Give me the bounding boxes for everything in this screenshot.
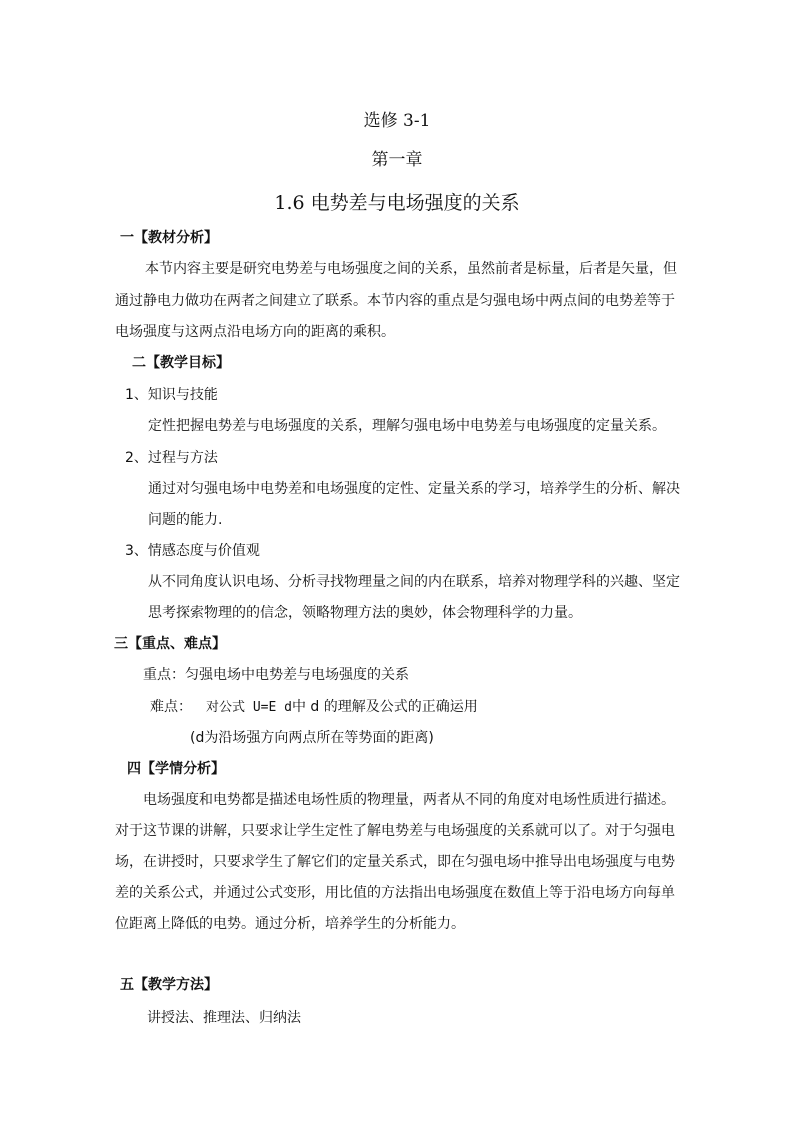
goal-label-process: 2、过程与方法: [125, 450, 218, 466]
learner-line-5: 位距离上降低的电势。通过分析，培养学生的分析能力。: [115, 916, 465, 932]
section-heading-goals: 二【教学目标】: [132, 355, 230, 371]
goal-text-attitude-1: 从不同角度认识电场、分析寻找物理量之间的内在联系，培养对物理学科的兴趣、坚定: [148, 574, 680, 590]
learner-line-4: 差的关系公式，并通过公式变形，用比值的方法指出电场强度在数值上等于沿电场方向每单: [115, 885, 675, 901]
section-heading-learner-analysis: 四【学情分析】: [127, 761, 225, 777]
difficulty-label: 难点：: [150, 699, 192, 715]
key-point-text: 重点：匀强电场中电势差与电场强度的关系: [143, 667, 409, 683]
course-label: 选修 3-1: [363, 111, 431, 131]
difficulty-formula: 对公式 U=E d: [206, 700, 292, 715]
section-heading-methods: 五【教学方法】: [120, 977, 218, 993]
difficulty-line: [150, 698, 478, 717]
analysis-line-3: 电场强度与这两点沿电场方向的距离的乘积。: [115, 324, 395, 340]
methods-text: 讲授法、推理法、归纳法: [147, 1010, 301, 1026]
chapter-label: 第一章: [371, 150, 423, 170]
lesson-title: 1.6 电势差与电场强度的关系: [274, 192, 520, 214]
learner-line-3: 场，在讲授时，只要求学生了解它们的定量关系式，即在匀强电场中推导出电场强度与电势: [115, 854, 675, 870]
goal-text-process-2: 问题的能力.: [148, 512, 223, 528]
goal-text-attitude-2: 思考探索物理的的信念，领略物理方法的奥妙，体会物理科学的力量。: [148, 605, 582, 621]
goal-label-knowledge: 1、知识与技能: [125, 387, 218, 403]
section-heading-analysis: 一【教材分析】: [120, 230, 218, 246]
difficulty-note: (d为沿场强方向两点所在等势面的距离): [190, 730, 434, 746]
learner-line-1: 电场强度和电势都是描述电场性质的物理量，两者从不同的角度对电场性质进行描述。: [143, 792, 675, 808]
section-heading-keypoints: 三【重点、难点】: [114, 636, 226, 652]
analysis-line-1: 本节内容主要是研究电势差与电场强度之间的关系，虽然前者是标量，后者是矢量，但: [145, 261, 677, 277]
learner-line-2: 对于这节课的讲解，只要求让学生定性了解电势差与电场强度的关系就可以了。对于匀强电: [115, 823, 675, 839]
goal-text-knowledge: 定性把握电势差与电场强度的关系，理解匀强电场中电势差与电场强度的定量关系。: [148, 418, 666, 434]
goal-text-process-1: 通过对匀强电场中电势差和电场强度的定性、定量关系的学习，培养学生的分析、解决: [148, 481, 680, 497]
difficulty-rest: 中 d 的理解及公式的正确运用: [291, 699, 478, 715]
analysis-line-2: 通过静电力做功在两者之间建立了联系。本节内容的重点是匀强电场中两点间的电势差等于: [115, 293, 675, 309]
goal-label-attitude: 3、情感态度与价值观: [125, 543, 260, 559]
